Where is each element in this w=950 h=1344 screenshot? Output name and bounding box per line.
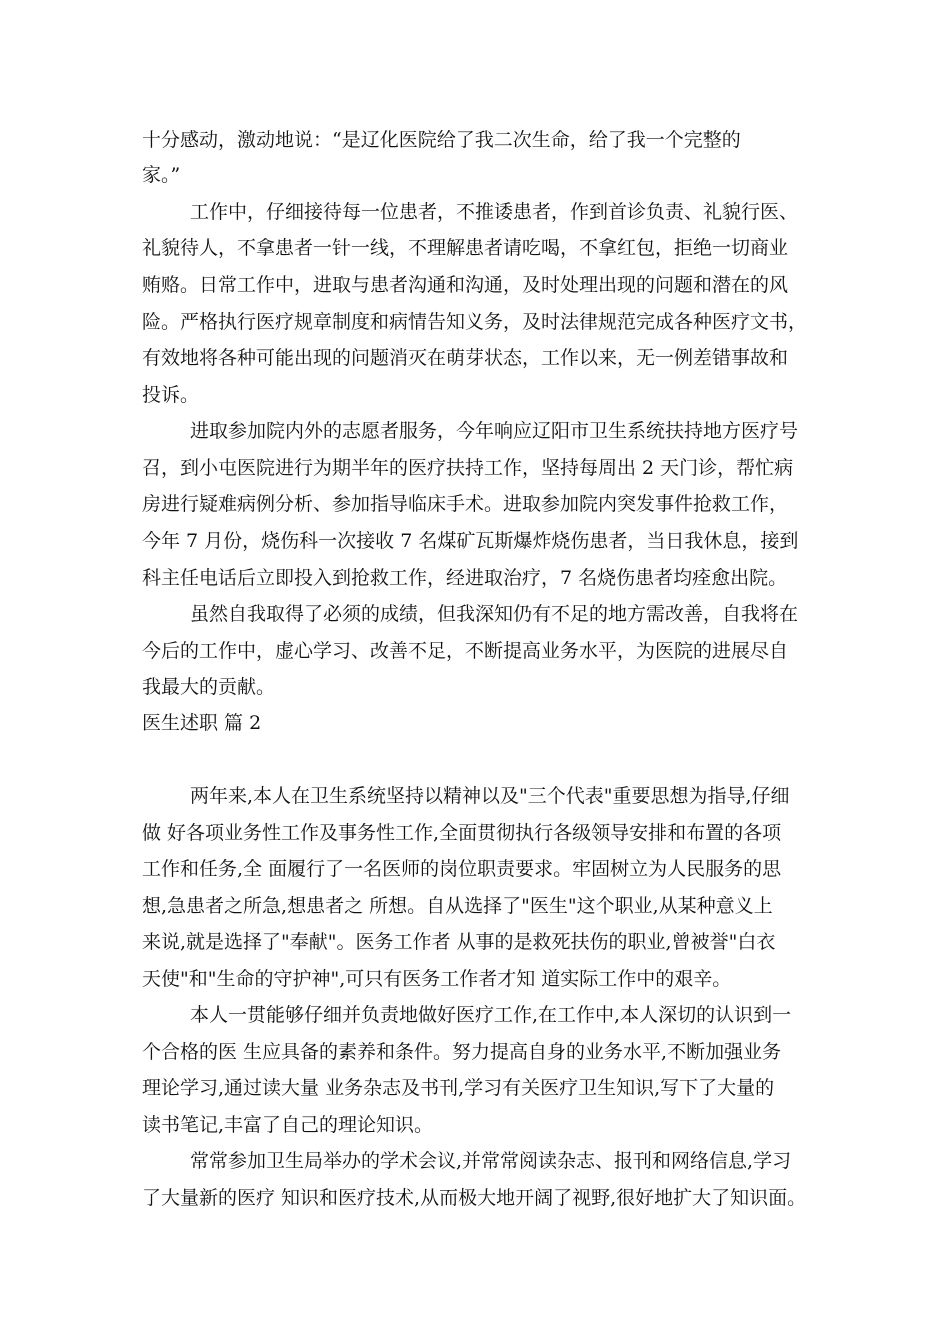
text-line: 投诉。 — [142, 384, 200, 406]
text-line: 常常参加卫生局举办的学术会议,并常常阅读杂志、报刊和网络信息,学习 — [190, 1150, 792, 1172]
text-line: 今后的工作中，虚心学习、改善不足，不断提高业务水平，为医院的进展尽自 — [142, 640, 789, 662]
text-line: 我最大的贡献。 — [142, 676, 276, 698]
text-line: 理论学习,通过读大量 业务杂志及书刊,学习有关医疗卫生知识,写下了大量的 — [142, 1077, 775, 1099]
text-line: 工作和任务,全 面履行了一名医师的岗位职责要求。牢固树立为人民服务的思 — [142, 858, 782, 880]
text-line: 科主任电话后立即投入到抢救工作，经进取治疗，7 名烧伤患者均痊愈出院。 — [142, 567, 788, 589]
text-line: 房进行疑难病例分析、参加指导临床手术。进取参加院内突发事件抢救工作， — [142, 493, 789, 515]
text-line: 了大量新的医疗 知识和医疗技术,从而极大地开阔了视野,很好地扩大了知识面。 — [142, 1187, 807, 1209]
text-line: 本人一贯能够仔细并负责地做好医疗工作,在工作中,本人深切的认识到一 — [190, 1004, 792, 1026]
text-line: 个合格的医 生应具备的素养和条件。努力提高自身的业务水平,不断加强业务 — [142, 1041, 782, 1063]
text-line: 召，到小屯医院进行为期半年的医疗扶持工作，坚持每周出 2 天门诊，帮忙病 — [142, 457, 794, 479]
text-line: 工作中，仔细接待每一位患者，不推诿患者，作到首诊负责、礼貌行医、 — [190, 201, 799, 223]
text-line: 险。严格执行医疗规章制度和病情告知义务，及时法律规范完成各种医疗文书， — [142, 311, 808, 333]
text-line: 两年来,本人在卫生系统坚持以精神以及"三个代表"重要思想为指导,仔细 — [190, 785, 790, 807]
text-line: 礼貌待人，不拿患者一针一线，不理解患者请吃喝，不拿红包，拒绝一切商业 — [142, 237, 789, 259]
text-line: 今年 7 月份，烧伤科一次接收 7 名煤矿瓦斯爆炸烧伤患者，当日我休息，接到 — [142, 530, 799, 552]
text-line: 想,急患者之所急,想患者之 所想。自从选择了"医生"这个职业,从某种意义上 — [142, 895, 773, 917]
text-line: 天使"和"生命的守护神",可只有医务工作者才知 道实际工作中的艰辛。 — [142, 968, 732, 990]
section-heading: 医生述职 篇 2 — [142, 712, 262, 734]
text-line: 有效地将各种可能出现的问题消灭在萌芽状态，工作以来，无一例差错事故和 — [142, 347, 789, 369]
text-line: 进取参加院内外的志愿者服务，今年响应辽阳市卫生系统扶持地方医疗号 — [190, 420, 799, 442]
text-line: 家。” — [142, 164, 181, 186]
text-line: 做 好各项业务性工作及事务性工作,全面贯彻执行各级领导安排和布置的各项 — [142, 822, 782, 844]
text-line: 读书笔记,丰富了自己的理论知识。 — [142, 1114, 434, 1136]
text-line: 虽然自我取得了必须的成绩，但我深知仍有不足的地方需改善，自我将在 — [190, 603, 799, 625]
text-line: 十分感动，激动地说：“是辽化医院给了我二次生命，给了我一个完整的 — [142, 129, 741, 151]
text-line: 贿赂。日常工作中，进取与患者沟通和沟通，及时处理出现的问题和潜在的风 — [142, 274, 789, 296]
text-line: 来说,就是选择了"奉献"。医务工作者 从事的是救死扶伤的职业,曾被誉"白衣 — [142, 931, 776, 953]
